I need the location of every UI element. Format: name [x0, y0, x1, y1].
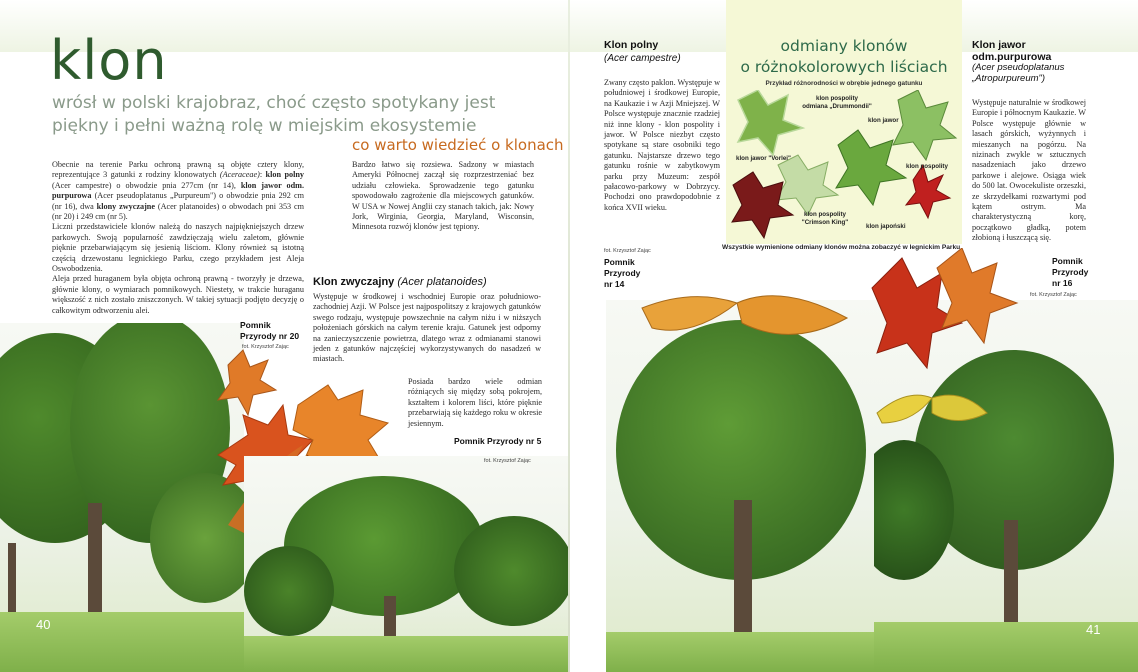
spread-text: Bardzo łatwo się rozsiewa. Sadzony w miastach Ameryki Północnej zaczął się rozprzestrzeniać bez udziału człowieka. Sprowadzenie tego gatunku spowodowało zagrożenie dla miejscowych gatunków. W USA w Nowej Anglii czy stanach takich, jak: Nowy Jork, Wirginia, Georgia, Maryland, Wisconsin, Minnesota rozwój klonów jest tępiony.	[352, 160, 534, 232]
page-number-right: 41	[1086, 622, 1101, 637]
intro-paragraph-2: Liczni przedstawiciele klonów należą do naszych najpiękniejszych drzew parkowych. Swoją popularność zawdzięczają wielu zaletom, głównie pięknie przebarwiającym się jesienią liściom. Klony również są istotną częścią drzewostanu legnickiego Parku, czego przykładem jest Aleja Oswobodzenia.	[52, 222, 304, 274]
varieties-subtitle: Przykład różnorodności w obrębie jednego gatunku	[765, 80, 923, 87]
caption-nr16: Pomnik Przyrody nr 16	[1052, 256, 1089, 288]
label-crimson: klon pospolity "Crimson King"	[801, 211, 849, 226]
zwyczajny-text-2: Posiada bardzo wiele odmian różniących się między sobą pokrojem, kształtem i kolorem liści, które pięknie przebarwiają się każdego roku w okresie jesiennym.	[408, 377, 542, 428]
label-jawor: klon jawor	[868, 117, 899, 124]
polny-heading: Klon polny	[604, 39, 659, 51]
page-number-left: 40	[36, 617, 51, 632]
label-japonski: klon japoński	[866, 223, 906, 230]
samara-icon-right	[642, 296, 847, 335]
label-drummondii: klon pospolity odmiana „Drummondii"	[802, 95, 872, 110]
leaf-icon-big-orange	[937, 248, 1017, 343]
polny-latin: (Acer campestre)	[604, 53, 681, 64]
jawor-heading: Klon jawor odm.purpurowa	[972, 39, 1052, 63]
credit-nr16: fot. Krzysztof Zając	[1030, 292, 1077, 298]
intro-text: Obecnie na terenie Parku ochroną prawną są objęte cztery klony, reprezentujące 3 gatunki z rodziny klonowatych (Aceraceae): klon polny (Acer campestre) o obwodzie pnia 277cm (nr 14), klon jawor odm. purpurowa (Acer pseudoplatanus „Purpureum") o obwodzie pnia 292 cm (nr 16), dwa klony zwyczajne (Acer platanoides) o obwodach pni 353 cm (nr 20) i 249 cm (nr 5). Liczni przedstawiciele klonów należą do naszych najpiękniejszych drzew parkowych. Swoją popularność zawdzięczają wielu zaletom, głównie pięknie przebarwiającym się jesienią liściom. Klony również są istotną częścią drzewostanu legnickiego Parku, czego przykładem jest Aleja Oswobodzenia. Aleja przed huraganem była objęta ochroną prawną - tworzyły je drzewa, głównie klony, o wymiarach pomnikowych. Niestety, w trakcie huraganu większość z nich zostało zniszczonych. W takiej sytuacji podjęto decyzję o całkowitym odtworzeniu alei.	[52, 160, 305, 315]
jawor-latin: (Acer pseudoplatanus „Atropurpureum")	[972, 62, 1065, 84]
varieties-title: odmiany klonów o różnokolorowych liściach	[740, 37, 948, 76]
label-pospolity: klon pospolity	[906, 163, 948, 170]
intro-paragraph-3: Aleja przed huraganem była objęta ochroną prawną - tworzyły je drzewa, głównie klony, o wymiarach pomnikowych. Niestety, w trakcie huraganu większość z nich zostało zniszczonych. W takiej sytuacji podjęto decyzję o całkowitym odtworzeniu alei.	[52, 274, 304, 315]
leaf-icon-japonski	[906, 165, 950, 218]
photo-maple-nr5	[244, 456, 568, 672]
label-vorlei: klon jawor "Vorlei"	[736, 155, 791, 162]
leaf-icon-vorlei	[776, 155, 838, 215]
caption-nr20: Pomnik Przyrody nr 20	[240, 320, 300, 341]
zwyczajny-heading: Klon zwyczajny (Acer platanoides)	[313, 276, 487, 288]
credit-nr14: fot. Krzysztof Zając	[604, 248, 651, 254]
varieties-note: Wszystkie wymienione odmiany klonów można zobaczyć w legnickim Parku	[722, 244, 961, 251]
caption-nr5: Pomnik Przyrody nr 5	[454, 436, 542, 446]
polny-text: Zwany często paklon. Występuje w południowej i środkowej Europie, na Kaukazie i w Azji Mniejszej. W Polsce występuje znacznie rzadziej niż inne klony - klon pospolity i jawor. W Polsce niezbyt często spotykane są stare osobniki tego gatunku. Najstarsze drzewo tego gatunku rośnie w zabytkowym parku przy Muzeum: zespół pałacowo-parkowy w Dobrzycy. Pochodzi ono prawdopodobnie z końca XVII wieku.	[604, 78, 720, 212]
page-spine	[568, 0, 570, 672]
page-title: klon	[50, 29, 168, 92]
right-leaves-illustration	[632, 248, 1032, 448]
samara-icon-yellow	[877, 395, 987, 423]
leaf-icon-crimson	[732, 172, 793, 238]
leaf-icon-jawor	[893, 90, 956, 160]
page-subtitle: wrósł w polski krajobraz, choć często spotykany jest piękny i pełni ważną rolę w miejskim ekosystemie	[52, 93, 496, 136]
section-heading: co warto wiedzieć o klonach	[352, 136, 564, 154]
credit-nr5: fot. Krzysztof Zając	[484, 458, 531, 464]
credit-nr20: fot. Krzysztof Zając	[242, 344, 289, 350]
zwyczajny-text: Występuje w środkowej i wschodniej Europie oraz południowo-zachodniej Azji. W Polsce jest najpospolitszy z krajowych gatunków swego rodzaju, występuje powszechnie na całym niżu i w niższych położeniach górskich na całym terenie kraju. Gatunek jest odporny na zanieczyszczenie powietrza, dlatego wraz z odmianami stanowi jeden z gatunków najczęściej wykorzystywanych do nasadzeń w miastach.	[313, 292, 541, 364]
leaf-icon-small	[218, 350, 276, 415]
caption-nr14: Pomnik Przyrody nr 14	[604, 257, 641, 289]
jawor-text: Występuje naturalnie w środkowej Europie i północnym Kaukazie. W Polsce występuje głównie w lasach górskich, wyżynnych i mieszanych na pogórzu. Na nizinach zwykle w sztucznych nasadzeniach jako drzewo parkowe i alejowe. Osiąga wiek do 500 lat. Owocekuliste orzeszki, ze skrzydełkami rozwartymi pod kątem ostrym. Ma charakterystyczną korę, początkowo gładką, potem złobioną i łuszczącą się.	[972, 98, 1086, 243]
